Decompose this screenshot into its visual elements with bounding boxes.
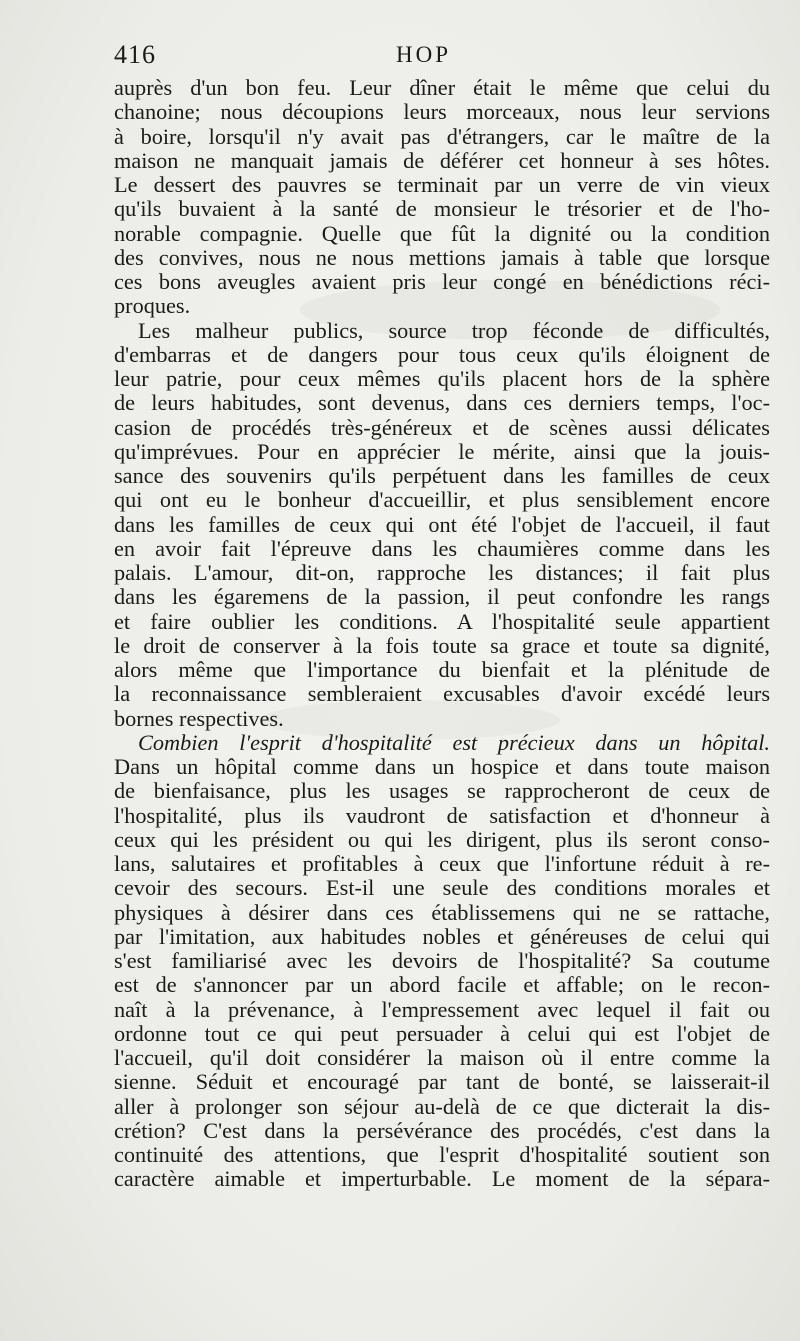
text-line: norable compagnie. Quelle que fût la dignité ou la condition — [114, 221, 770, 246]
text-line: caractère aimable et imperturbable. Le moment de la sépara- — [114, 1167, 770, 1192]
text-line: est de s'annoncer par un abord facile et affable; on le recon- — [114, 973, 770, 998]
text-line: par l'imitation, aux habitudes nobles et généreuses de celui qui — [114, 924, 770, 949]
page-header — [114, 40, 770, 74]
text-line: Dans un hôpital comme dans un hospice et dans toute maison — [114, 755, 770, 779]
page-number: 416 — [114, 40, 156, 69]
body-text — [114, 76, 770, 1192]
text-line: cevoir des secours. Est-il une seule des conditions morales et — [114, 876, 770, 901]
text-line: la reconnaissance sembleraient excusables d'avoir excédé leurs — [114, 682, 770, 707]
text-line: aller à prolonger son séjour au-delà de ce que dicterait la dis- — [114, 1094, 770, 1119]
paragraph-first-line: Les malheur publics, source trop féconde de difficultés, — [138, 318, 770, 343]
text-line: l'accueil, qu'il doit considérer la maison où il entre comme la — [114, 1046, 770, 1070]
text-line: sienne. Séduit et encouragé par tant de bonté, se laisserait-il — [114, 1070, 770, 1095]
text-line: de bienfaisance, plus les usages se rapprocheront de ceux de — [114, 779, 770, 804]
text-line: sance des souvenirs qu'ils perpétuent dans les familles de ceux — [114, 464, 770, 488]
text-line: crétion? C'est dans la persévérance des procédés, c'est dans la — [114, 1118, 770, 1143]
running-head: HOP — [396, 42, 452, 67]
text-line: qui ont eu le bonheur d'accueillir, et plus sensiblement encore — [114, 488, 770, 513]
text-line: physiques à désirer dans ces établissemens qui ne se rattache, — [114, 900, 770, 925]
text-line: auprès d'un bon feu. Leur dîner était le même que celui du — [114, 76, 770, 100]
text-line: bornes respectives. — [114, 706, 284, 731]
text-line: dans les familles de ceux qui ont été l'objet de l'accueil, il faut — [114, 512, 770, 537]
text-line: maison ne manquait jamais de déférer cet honneur à ses hôtes. — [114, 148, 770, 173]
text-line: le droit de conserver à la fois toute sa grace et toute sa dignité, — [114, 633, 770, 658]
text-line: palais. L'amour, dit-on, rapproche les distances; il fait plus — [114, 561, 770, 585]
text-line: en avoir fait l'épreuve dans les chaumières comme dans les — [114, 536, 770, 561]
text-line: chanoine; nous découpions leurs morceaux, nous leur servions — [114, 100, 770, 125]
text-line: alors même que l'importance du bienfait et la plénitude de — [114, 658, 770, 682]
text-line: proques. — [114, 294, 191, 319]
text-line: d'embarras et de dangers pour tous ceux qu'ils éloignent de — [114, 342, 770, 367]
text-line: ordonne tout ce qui peut persuader à celui qui est l'objet de — [114, 1021, 770, 1046]
text-line: qu'ils buvaient à la santé de monsieur le trésorier et de l'ho- — [114, 197, 770, 222]
section-heading: Combien l'esprit d'hospitalité est précieux dans un hôpital. — [138, 730, 770, 755]
text-line: Le dessert des pauvres se terminait par un verre de vin vieux — [114, 173, 770, 197]
text-line: de leurs habitudes, sont devenus, dans ces derniers temps, l'oc- — [114, 391, 770, 416]
text-line: ces bons aveugles avaient pris leur congé en bénédictions réci- — [114, 270, 770, 294]
text-line: continuité des attentions, que l'esprit d'hospitalité soutient son — [114, 1143, 770, 1167]
text-line: des convives, nous ne nous mettions jamais à table que lorsque — [114, 245, 770, 270]
text-line: lans, salutaires et profitables à ceux que l'infortune réduit à re- — [114, 852, 770, 876]
text-line: à boire, lorsqu'il n'y avait pas d'étrangers, car le maître de la — [114, 124, 770, 149]
text-line: l'hospitalité, plus ils vaudront de satisfaction et d'honneur à — [114, 803, 770, 828]
text-line: casion de procédés très-généreux et de scènes aussi délicates — [114, 415, 770, 440]
text-line: dans les égaremens de la passion, il peut confondre les rangs — [114, 585, 770, 610]
text-line: qu'imprévues. Pour en apprécier le mérite, ainsi que la jouis- — [114, 439, 770, 464]
text-line: et faire oublier les conditions. A l'hospitalité seule appartient — [114, 609, 770, 634]
text-line: naît à la prévenance, à l'empressement avec lequel il fait ou — [114, 997, 770, 1022]
text-line: s'est familiarisé avec les devoirs de l'hospitalité? Sa coutume — [114, 949, 770, 973]
text-line: leur patrie, pour ceux mêmes qu'ils placent hors de la sphère — [114, 367, 770, 391]
text-line: ceux qui les président ou qui les dirigent, plus ils seront conso- — [114, 827, 770, 852]
